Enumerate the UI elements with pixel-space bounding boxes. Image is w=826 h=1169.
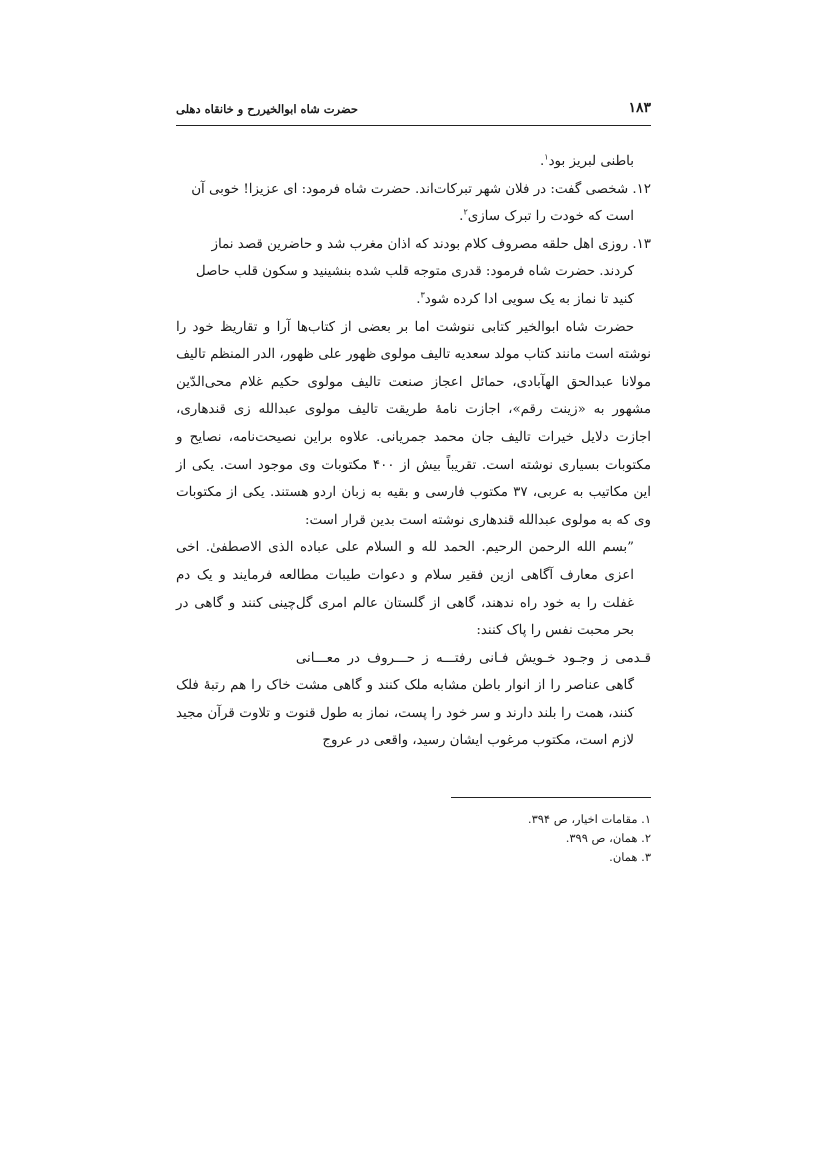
list-item-13: ۱۳. روزی اهل حلقه مصروف کلام بودند که اذان مغرب شد و حاضرین قصد نماز [211,236,651,252]
list-item-13-cont: کردند. حضرت شاه فرمود: قدری متوجه قلب شده بنشینید و سکون قلب حاصل [195,264,634,280]
footnote-ref: ۲ [463,207,468,217]
body-text [176,148,651,755]
footnote-rule [451,797,651,798]
footnotes [176,810,651,867]
footnote-1: ۱. مقامات اخیار، ص ۳۹۴. [527,812,651,826]
footnote-2: ۲. همان، ص ۳۹۹. [565,831,651,845]
list-item-12: ۱۲. شخصی گفت: در فلان شهر تبرکات‌اند. حضرت شاه فرمود: ای عزیزا! خوبی آن [191,181,651,197]
footnote-ref: ۱ [544,152,549,162]
book-page [176,0,651,1169]
verse-line: قـدمی ز وجـود خـویش فـانی رفتـــه ز حـــروف در معـــانی [295,650,651,666]
running-title: حضرت شاه ابوالخیر‌رح و خانقاه دهلی [176,102,358,116]
paragraph-continuation: باطنی لبریز بود$^۱$. [540,152,634,169]
letter-quote: ”بسم الله الرحمن الرحیم. الحمد لله و السلام علی عباده الذی الاصطفیٰ. اخی اعزی معارف آگاهی ازین فقیر سلام و دعوات طیبات مطالعه فرمایند و یک دم غفلت را به خود راه ندهند، گاهی از گلستان عالم امری گل‌چینی کنند و گاهی در بحر محبت نفس را پاک کنند: [176,540,634,639]
header-rule [176,125,651,126]
list-item-13-cont2: کنید تا نماز به یک سویی ادا کرده شود$^۳$. [416,290,634,307]
main-paragraph: حضرت شاه ابوالخیر کتابی ننوشت اما بر بعضی از کتاب‌ها آرا و تقاریظ خود را نوشته است مانند کتاب مولد سعدیه تالیف مولوی ظهور علی ظهور، الدر المنظم تالیف مولانا عبدالحق الهآبادی، حمائل اعجاز صنعت تالیف مولوی حکیم غلام محی‌الدّین مشهور به «زینت رقم»، اجازت نامهٔ طریقت تالیف مولوی عبدالله زی قندهاری، اجازت دلایل خیرات تالیف جان محمد جمریانی. علاوه براین نصیحت‌نامه، نصایح و مکتوبات بسیاری نوشته است. تقریباً بیش از ۴۰۰ مکتوبات وی موجود است. یکی از این مکاتیب به عربی، ۳۷ مکتوب فارسی و بقیه به زبان اردو هستند. یکی از مکتوبات وی که به مولوی عبدالله قندهاری نوشته است بدین قرار است: [176,319,651,528]
footnote-ref: ۳ [420,290,425,300]
letter-quote-cont: گاهی عناصر را از انوار باطن مشابه ملک کنند و گاهی مشت خاک را هم رتبهٔ فلک کنند، همت را بلند دارند و سر خود را پست، نماز به طول قنوت و تلاوت قرآن مجید لازم است، مکتوب مرغوب ایشان رسید، واقعی در عروج [176,678,634,749]
page-number: ۱۸۳ [628,100,651,116]
list-item-12-cont: است که خودت را تبرک سازی$^۲$. [459,207,634,225]
page-header [176,100,651,122]
footnote-3: ۳. همان. [609,850,651,864]
